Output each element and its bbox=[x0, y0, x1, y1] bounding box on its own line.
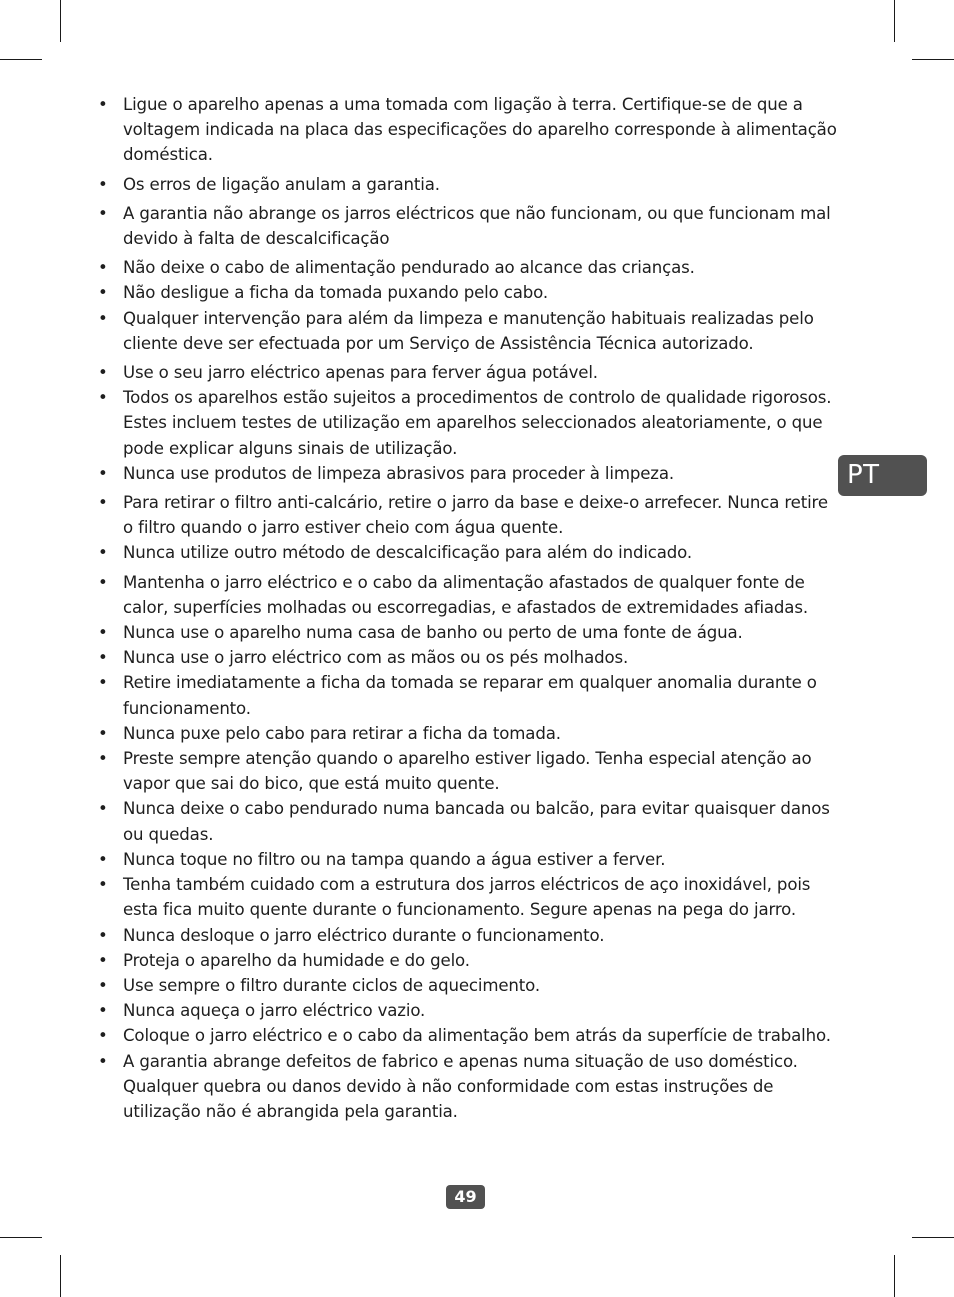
page-number: 49 bbox=[446, 1185, 485, 1209]
list-item bbox=[98, 948, 838, 973]
list-item bbox=[98, 360, 838, 385]
bullet-icon: • bbox=[98, 749, 108, 769]
list-item bbox=[98, 620, 838, 645]
list-item bbox=[98, 201, 838, 251]
language-tab: PT bbox=[838, 455, 927, 496]
list-item-text: Nunca toque no filtro ou na tampa quando a água estiver a ferver. bbox=[123, 849, 666, 869]
bullet-icon: • bbox=[98, 623, 108, 643]
list-item bbox=[98, 670, 838, 720]
list-item-text: Nunca aqueça o jarro eléctrico vazio. bbox=[123, 1001, 426, 1021]
list-item-text: Nunca utilize outro método de descalcificação para além do indicado. bbox=[123, 543, 693, 563]
safety-instructions-list bbox=[98, 92, 838, 1124]
list-item bbox=[98, 172, 838, 197]
list-item-text: Tenha também cuidado com a estrutura dos jarros eléctricos de aço inoxidável, pois esta fica muito quente durante o funcionamento. Segure apenas na pega do jarro. bbox=[123, 875, 811, 920]
list-item-text: Nunca use o aparelho numa casa de banho ou perto de uma fonte de água. bbox=[123, 623, 743, 643]
list-item-text: Preste sempre atenção quando o aparelho estiver ligado. Tenha especial atenção ao vapor que sai do bico, que está muito quente. bbox=[123, 749, 812, 794]
bullet-icon: • bbox=[98, 875, 108, 895]
list-item-text: Retire imediatamente a ficha da tomada se reparar em qualquer anomalia durante o funcionamento. bbox=[123, 673, 817, 718]
list-item bbox=[98, 721, 838, 746]
bullet-icon: • bbox=[98, 648, 108, 668]
list-item bbox=[98, 490, 838, 540]
list-item-text: Para retirar o filtro anti-calcário, retire o jarro da base e deixe-o arrefecer. Nunca retire o filtro quando o jarro estiver cheio com água quente. bbox=[123, 493, 828, 538]
list-item bbox=[98, 540, 838, 565]
list-item-text: Não desligue a ficha da tomada puxando pelo cabo. bbox=[123, 283, 548, 303]
bullet-icon: • bbox=[98, 673, 108, 693]
crop-mark-bottom-left-horizontal bbox=[0, 1237, 42, 1238]
list-item bbox=[98, 306, 838, 356]
bullet-icon: • bbox=[98, 308, 108, 328]
list-item-text: Use o seu jarro eléctrico apenas para ferver água potável. bbox=[123, 363, 598, 383]
list-item bbox=[98, 570, 838, 620]
list-item bbox=[98, 255, 838, 280]
bullet-icon: • bbox=[98, 950, 108, 970]
bullet-icon: • bbox=[98, 723, 108, 743]
list-item bbox=[98, 92, 838, 168]
list-item-text: Não deixe o cabo de alimentação pendurado ao alcance das crianças. bbox=[123, 258, 695, 278]
bullet-icon: • bbox=[98, 203, 108, 223]
list-item bbox=[98, 1049, 838, 1125]
bullet-icon: • bbox=[98, 849, 108, 869]
list-item bbox=[98, 1023, 838, 1048]
list-item-text: Nunca use o jarro eléctrico com as mãos ou os pés molhados. bbox=[123, 648, 629, 668]
list-item-text: A garantia abrange defeitos de fabrico e apenas numa situação de uso doméstico. Qualquer quebra ou danos devido à não conformidade com estas instruções de utilização não é abrangida pela garantia. bbox=[123, 1051, 798, 1121]
bullet-icon: • bbox=[98, 1001, 108, 1021]
crop-mark-bottom-left-vertical bbox=[60, 1255, 61, 1297]
bullet-icon: • bbox=[98, 363, 108, 383]
crop-mark-bottom-right-vertical bbox=[894, 1255, 895, 1297]
bullet-icon: • bbox=[98, 283, 108, 303]
list-item bbox=[98, 796, 838, 846]
bullet-icon: • bbox=[98, 388, 108, 408]
bullet-icon: • bbox=[98, 543, 108, 563]
bullet-icon: • bbox=[98, 174, 108, 194]
bullet-icon: • bbox=[98, 493, 108, 513]
list-item-text: Nunca desloque o jarro eléctrico durante o funcionamento. bbox=[123, 925, 605, 945]
bullet-icon: • bbox=[98, 463, 108, 483]
bullet-icon: • bbox=[98, 1026, 108, 1046]
list-item-text: Mantenha o jarro eléctrico e o cabo da alimentação afastados de qualquer fonte de calor, superfícies molhadas ou escorregadias, e afastados de extremidades afiadas. bbox=[123, 572, 808, 617]
list-item bbox=[98, 461, 838, 486]
list-item-text: Nunca puxe pelo cabo para retirar a ficha da tomada. bbox=[123, 723, 561, 743]
list-item-text: Todos os aparelhos estão sujeitos a procedimentos de controlo de qualidade rigorosos. Estes incluem testes de utilização em aparelhos seleccionados aleatoriamente, o que pode explicar alguns sinais de utilização. bbox=[123, 388, 832, 458]
list-item-text: Nunca use produtos de limpeza abrasivos para proceder à limpeza. bbox=[123, 463, 674, 483]
list-item bbox=[98, 385, 838, 461]
list-item bbox=[98, 998, 838, 1023]
list-item bbox=[98, 280, 838, 305]
list-item-text: A garantia não abrange os jarros eléctricos que não funcionam, ou que funcionam mal devido à falta de descalcificação bbox=[123, 203, 831, 249]
bullet-icon: • bbox=[98, 95, 108, 114]
list-item bbox=[98, 872, 838, 922]
list-item bbox=[98, 923, 838, 948]
bullet-icon: • bbox=[98, 572, 108, 592]
list-item-text: Proteja o aparelho da humidade e do gelo. bbox=[123, 950, 470, 970]
list-item bbox=[98, 645, 838, 670]
crop-mark-top-left-horizontal bbox=[0, 59, 42, 60]
list-item-text: Use sempre o filtro durante ciclos de aquecimento. bbox=[123, 975, 540, 995]
bullet-icon: • bbox=[98, 258, 108, 278]
list-item-text: Nunca deixe o cabo pendurado numa bancada ou balcão, para evitar quaisquer danos ou quedas. bbox=[123, 799, 830, 844]
crop-mark-top-right-vertical bbox=[894, 0, 895, 42]
crop-mark-top-left-vertical bbox=[60, 0, 61, 42]
list-item bbox=[98, 973, 838, 998]
list-item bbox=[98, 847, 838, 872]
bullet-icon: • bbox=[98, 925, 108, 945]
crop-mark-top-right-horizontal bbox=[912, 59, 954, 60]
list-item-text: Os erros de ligação anulam a garantia. bbox=[123, 174, 440, 194]
bullet-icon: • bbox=[98, 1051, 108, 1071]
bullet-icon: • bbox=[98, 799, 108, 819]
list-item-text: Qualquer intervenção para além da limpeza e manutenção habituais realizadas pelo cliente deve ser efectuada por um Serviço de Assistência Técnica autorizado. bbox=[123, 308, 814, 353]
list-item bbox=[98, 746, 838, 796]
list-item-text: Coloque o jarro eléctrico e o cabo da alimentação bem atrás da superfície de trabalho. bbox=[123, 1026, 831, 1046]
bullet-icon: • bbox=[98, 975, 108, 995]
list-item-text: Ligue o aparelho apenas a uma tomada com ligação à terra. Certifique-se de que a voltagem indicada na placa das especificações do aparelho corresponde à alimentação doméstica. bbox=[123, 95, 837, 165]
crop-mark-bottom-right-horizontal bbox=[912, 1237, 954, 1238]
